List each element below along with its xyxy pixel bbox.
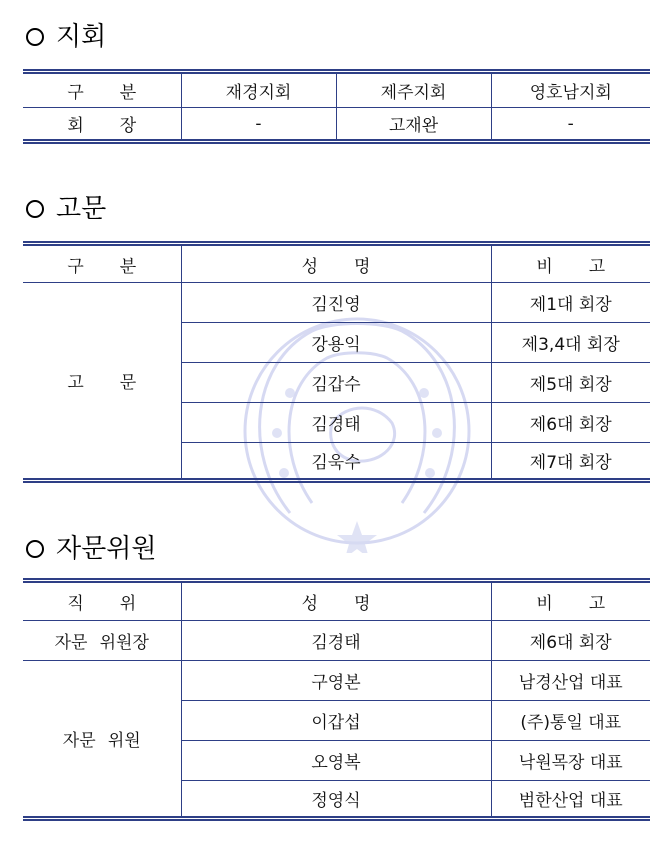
note-cell: 범한산업 대표 [491,781,650,819]
note-cell: (주)통일 대표 [491,701,650,741]
circle-bullet-icon [26,200,44,218]
name-cell: 김경태 [181,403,491,443]
name-cell: 구영본 [181,661,491,701]
table-header-row [23,581,650,621]
table-row [23,108,650,142]
name-cell: 김경태 [181,621,491,661]
table-row [23,621,650,661]
table-cell: 고재완 [336,108,491,142]
group-label: 자문 위원 [23,661,181,819]
name-cell: 김갑수 [181,363,491,403]
name-cell: 오영복 [181,741,491,781]
note-cell: 제7대 회장 [491,443,650,481]
header-cell: 영호남지회 [491,72,650,108]
name-cell: 강용익 [181,323,491,363]
advisors-table [23,241,650,483]
table-row [23,661,650,701]
header-cell: 비 고 [491,581,650,621]
name-cell: 정영식 [181,781,491,819]
note-cell: 낙원목장 대표 [491,741,650,781]
name-cell: 이갑섭 [181,701,491,741]
note-cell: 남경산업 대표 [491,661,650,701]
section-heading-branch [26,24,106,50]
header-cell: 구 분 [23,244,181,283]
circle-bullet-icon [26,540,44,558]
header-cell: 구 분 [23,72,181,108]
table-cell: - [181,108,336,142]
row-label: 회 장 [23,108,181,142]
header-cell: 비 고 [491,244,650,283]
section-title: 자문위원 [56,534,157,564]
table-row [23,283,650,323]
section-heading-advisors [26,196,106,222]
header-cell: 재경지회 [181,72,336,108]
committee-table [23,578,650,821]
header-cell: 성 명 [181,244,491,283]
name-cell: 김진영 [181,283,491,323]
note-cell: 제3,4대 회장 [491,323,650,363]
circle-bullet-icon [26,28,44,46]
section-title: 지회 [56,22,107,52]
section-heading-committee [26,536,156,562]
table-header-row [23,72,650,108]
note-cell: 제5대 회장 [491,363,650,403]
note-cell: 제6대 회장 [491,621,650,661]
branch-table [23,69,650,144]
header-cell: 성 명 [181,581,491,621]
group-label: 고 문 [23,283,181,481]
table-header-row [23,244,650,283]
header-cell: 제주지회 [336,72,491,108]
table-cell: - [491,108,650,142]
note-cell: 제1대 회장 [491,283,650,323]
name-cell: 김욱수 [181,443,491,481]
section-title: 고문 [56,194,107,224]
position-cell: 자문 위원장 [23,621,181,661]
header-cell: 직 위 [23,581,181,621]
note-cell: 제6대 회장 [491,403,650,443]
